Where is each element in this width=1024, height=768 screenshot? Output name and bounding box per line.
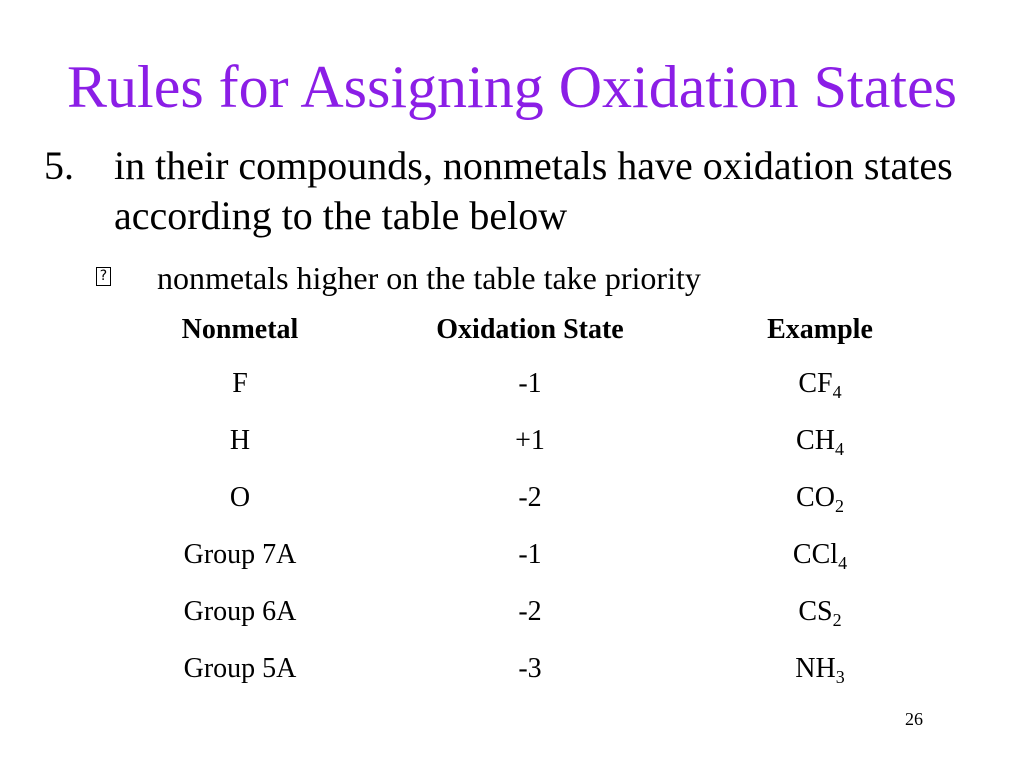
example-formula: CH xyxy=(796,425,835,456)
cell-oxidation-state: -1 xyxy=(518,368,542,399)
cell-example xyxy=(720,595,920,629)
missing-glyph-bullet-icon: ? xyxy=(96,267,111,286)
example-formula: CS xyxy=(798,596,833,627)
cell-oxidation-state: -1 xyxy=(518,539,542,570)
cell-nonmetal: H xyxy=(229,425,251,456)
cell-nonmetal: Group 6A xyxy=(183,596,297,627)
cell-oxidation-state: -2 xyxy=(518,482,542,513)
example-subscript: 4 xyxy=(838,553,848,573)
cell-oxidation-state: -2 xyxy=(518,596,542,627)
example-subscript: 4 xyxy=(834,439,844,459)
cell-example xyxy=(720,652,920,686)
cell-oxidation-state: +1 xyxy=(515,425,545,456)
example-subscript: 2 xyxy=(834,496,844,516)
example-formula: CO xyxy=(796,482,835,513)
header-nonmetal: Nonmetal xyxy=(181,314,299,345)
header-example: Example xyxy=(767,314,873,345)
cell-example xyxy=(720,424,920,458)
example-subscript: 2 xyxy=(832,610,842,630)
rule-number: 5. xyxy=(44,143,74,188)
example-formula: CF xyxy=(798,368,833,399)
cell-example xyxy=(720,367,920,401)
cell-example xyxy=(720,481,920,515)
cell-oxidation-state: -3 xyxy=(518,653,542,684)
cell-nonmetal: F xyxy=(232,368,248,399)
page-number: 26 xyxy=(905,709,923,729)
slide-title: Rules for Assigning Oxidation States xyxy=(67,54,957,120)
example-formula: CCl xyxy=(792,539,839,570)
example-subscript: 4 xyxy=(832,382,842,402)
example-subscript: 3 xyxy=(835,667,845,687)
cell-nonmetal: Group 5A xyxy=(183,653,297,684)
cell-example xyxy=(720,538,920,572)
header-oxidation-state: Oxidation State xyxy=(436,314,624,345)
sub-bullet-text: nonmetals higher on the table take priority xyxy=(157,260,701,296)
cell-nonmetal: Group 7A xyxy=(183,539,297,570)
example-formula: NH xyxy=(795,653,836,684)
rule-text: in their compounds, nonmetals have oxidation states according to the table below xyxy=(114,143,953,238)
cell-nonmetal: O xyxy=(229,482,251,513)
